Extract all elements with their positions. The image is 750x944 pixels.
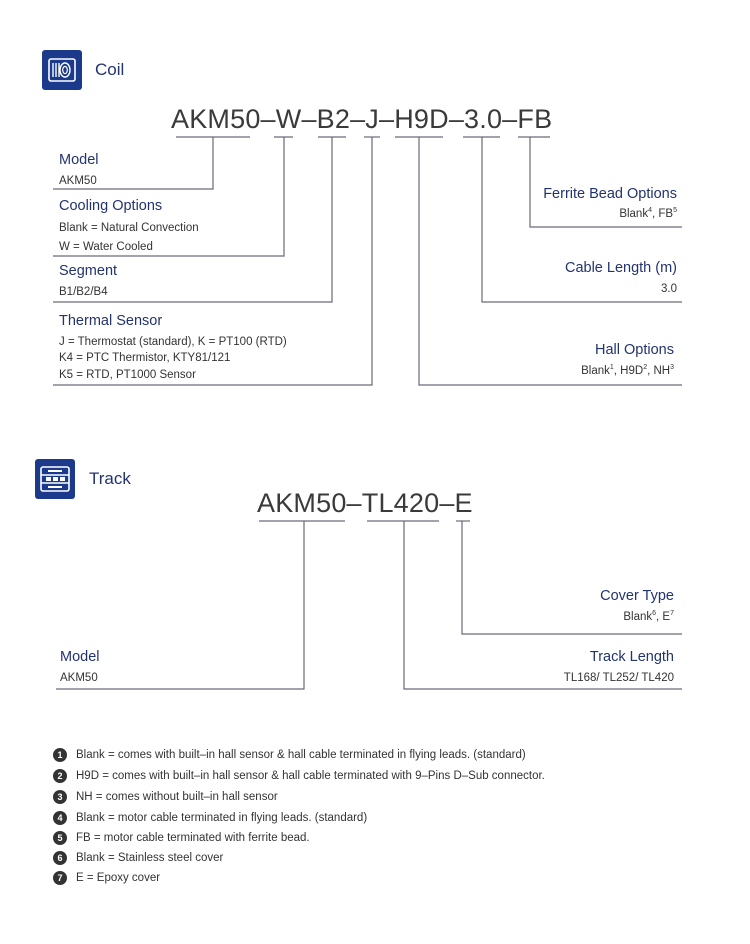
cooling-option-blank: Blank = Natural Convection [59,222,199,234]
footnote-5: 5 FB = motor cable terminated with ferrite bead. [53,828,545,848]
cooling-option-water: W = Water Cooled [59,241,153,253]
cable-length-label: Cable Length (m) [564,260,677,276]
ferrite-bead-value: Blank$^4$, $FB^5$ [619,207,677,220]
footnote-7: 7 E = Epoxy cover [53,868,545,888]
ferrite-bead-label: Ferrite Bead Options [543,186,677,202]
coil-icon [42,50,82,90]
coil-section-title: Coil [95,60,125,79]
thermal-sensor-value-1: J = Thermostat (standard), K = PT100 (RTD) [59,336,287,348]
cover-type-value: Blank$^6$, $E^7$ [623,610,674,623]
cooling-options-label: Cooling Options [59,198,163,214]
track-section-title: Track [89,469,131,488]
track-model-value: AKM50 [60,672,98,684]
track-icon [35,459,75,499]
coil-part-number: AKM50–W–B2–J–H9D–3.0–FB [171,104,553,134]
coil-model-label: Model [59,152,99,168]
footnote-6: 6 Blank = Stainless steel cover [53,848,545,868]
thermal-sensor-value-2: K4 = PTC Thermistor, KTY81/121 [59,352,231,364]
footnote-2: 2 H9D = comes with built–in hall sensor & hall cable terminated with 9–Pins D–Sub connector. [53,765,545,786]
footnote-4: 4 Blank = motor cable terminated in flying leads. (standard) [53,807,545,828]
track-length-value: TL168/ TL252/ TL420 [563,672,674,684]
hall-options-label: Hall Options [595,342,674,358]
segment-label: Segment [59,263,118,279]
footnotes [53,744,545,888]
footnote-1: 1 Blank = comes with built–in hall sensor & hall cable terminated in flying leads. (standard) [53,744,545,765]
segment-value: B1/B2/B4 [59,286,108,298]
hall-options-value: Blank$^1$, $H9D^2$, $NH^3$ [581,364,674,377]
cable-length-value: 3.0 [661,283,677,295]
thermal-sensor-value-3: K5 = RTD, PT1000 Sensor [59,369,196,381]
track-model-label: Model [60,649,100,665]
coil-model-value: AKM50 [59,175,97,187]
track-length-label: Track Length [589,649,674,665]
footnote-3: 3 NH = comes without built–in hall sensor [53,786,545,807]
cover-type-label: Cover Type [600,588,674,604]
track-part-number: AKM50–TL420–E [257,488,473,518]
thermal-sensor-label: Thermal Sensor [59,313,163,329]
